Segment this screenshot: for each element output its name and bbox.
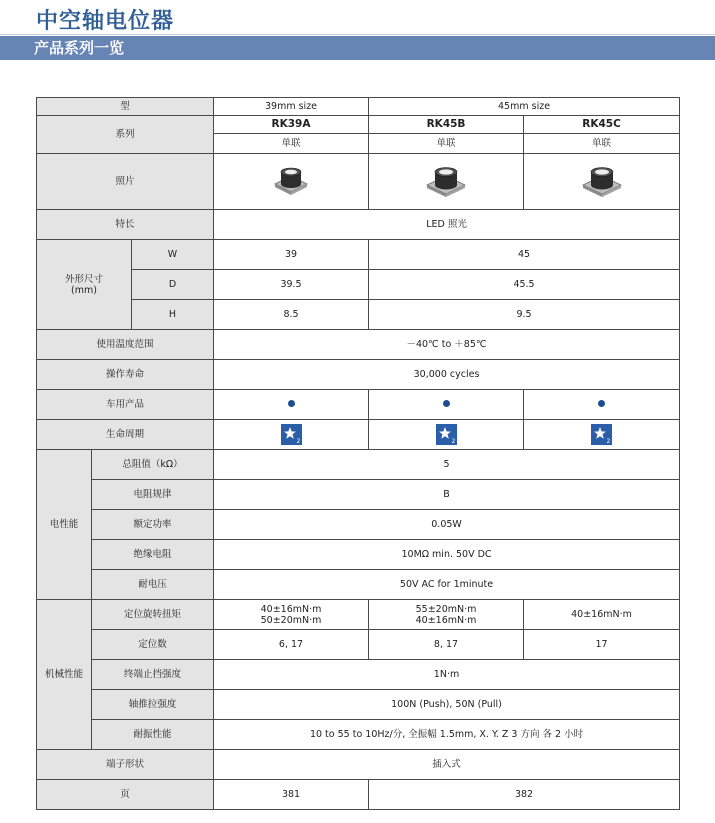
detent-rk45c: 17	[524, 630, 680, 660]
life-label: 操作寿命	[37, 360, 214, 390]
dim-h-row	[37, 300, 680, 330]
photo-rk45b	[369, 154, 524, 210]
svg-text:2: 2	[451, 438, 455, 445]
feature-label: 特长	[37, 210, 214, 240]
svg-text:2: 2	[296, 438, 300, 445]
product-series-table	[36, 97, 680, 810]
lifecycle-rk45c	[524, 420, 680, 450]
detent-rk39a: 6, 17	[214, 630, 369, 660]
dim-w-45: 45	[369, 240, 680, 270]
vibration-value: 10 to 55 to 10Hz/分, 全振幅 1.5mm, X. Y. Z 3 方向 各 2 小时	[214, 720, 680, 750]
torque-row	[37, 600, 680, 630]
lifecycle-stage-icon	[591, 424, 612, 445]
gang-rk45c: 单联	[524, 134, 680, 154]
dim-h-39: 8.5	[214, 300, 369, 330]
vibration-row	[37, 720, 680, 750]
page-rk45: 382	[369, 780, 680, 810]
dim-d-45: 45.5	[369, 270, 680, 300]
dim-d-39: 39.5	[214, 270, 369, 300]
torque-rk45c: 40±16mN·m	[524, 600, 680, 630]
mechanical-label: 机械性能	[37, 600, 92, 750]
taper-row	[37, 480, 680, 510]
dimensions-label-text: 外形尺寸	[64, 273, 103, 285]
voltage-label: 耐电压	[92, 570, 214, 600]
taper-label: 电阻规律	[92, 480, 214, 510]
lifecycle-row	[37, 420, 680, 450]
size-45-cell: 45mm size	[369, 98, 680, 116]
torque-rk39a	[214, 600, 369, 630]
automotive-rk45b	[369, 390, 524, 420]
automotive-rk39a	[214, 390, 369, 420]
potentiometer-image	[580, 163, 624, 201]
model-rk45b: RK45B	[369, 116, 524, 134]
potentiometer-image	[424, 163, 468, 201]
title-rule	[0, 34, 715, 35]
resistance-label: 总阻值（kΩ）	[92, 450, 214, 480]
torque-value: 50±20mN·m	[260, 614, 322, 626]
torque-value: 40±16mN·m	[415, 614, 477, 626]
dim-h-45: 9.5	[369, 300, 680, 330]
feature-row	[37, 210, 680, 240]
stopper-row	[37, 660, 680, 690]
model-rk39a: RK39A	[214, 116, 369, 134]
page-title: 中空轴电位器	[36, 9, 175, 34]
life-row	[37, 360, 680, 390]
terminal-label: 端子形状	[37, 750, 214, 780]
automotive-row	[37, 390, 680, 420]
vibration-label: 耐振性能	[92, 720, 214, 750]
temperature-row	[37, 330, 680, 360]
insulation-row	[37, 540, 680, 570]
type-label: 型	[37, 98, 214, 116]
dim-d-row	[37, 270, 680, 300]
size-39-cell: 39mm size	[214, 98, 369, 116]
detent-label: 定位数	[92, 630, 214, 660]
lifecycle-stage-icon	[281, 424, 302, 445]
terminal-row	[37, 750, 680, 780]
stopper-label: 终端止挡强度	[92, 660, 214, 690]
photo-rk39a	[214, 154, 369, 210]
lifecycle-rk45b	[369, 420, 524, 450]
photo-rk45c	[524, 154, 680, 210]
dimensions-label	[37, 240, 132, 330]
model-rk45c: RK45C	[524, 116, 680, 134]
voltage-value: 50V AC for 1minute	[214, 570, 680, 600]
bullet-dot-icon	[598, 400, 605, 407]
insulation-value: 10MΩ min. 50V DC	[214, 540, 680, 570]
photo-row	[37, 154, 680, 210]
push-pull-label: 轴推拉强度	[92, 690, 214, 720]
taper-value: B	[214, 480, 680, 510]
page-rk39a: 381	[214, 780, 369, 810]
dim-d-label: D	[132, 270, 214, 300]
automotive-rk45c	[524, 390, 680, 420]
bullet-dot-icon	[443, 400, 450, 407]
life-value: 30,000 cycles	[214, 360, 680, 390]
electrical-label: 电性能	[37, 450, 92, 600]
insulation-label: 绝缘电阻	[92, 540, 214, 570]
push-pull-row	[37, 690, 680, 720]
dim-w-label: W	[132, 240, 214, 270]
torque-value: 55±20mN·m	[415, 603, 477, 615]
temperature-value: －40℃ to ＋85℃	[214, 330, 680, 360]
torque-label: 定位旋转扭矩	[92, 600, 214, 630]
dimensions-unit: (mm)	[71, 284, 97, 296]
voltage-row	[37, 570, 680, 600]
gang-rk45b: 单联	[369, 134, 524, 154]
torque-value: 40±16mN·m	[260, 603, 322, 615]
lifecycle-rk39a	[214, 420, 369, 450]
lifecycle-label: 生命周期	[37, 420, 214, 450]
power-row	[37, 510, 680, 540]
torque-rk45b	[369, 600, 524, 630]
svg-text:2: 2	[606, 438, 611, 445]
dim-w-39: 39	[214, 240, 369, 270]
temperature-label: 使用温度范围	[37, 330, 214, 360]
dim-h-label: H	[132, 300, 214, 330]
resistance-row	[37, 450, 680, 480]
photo-label: 照片	[37, 154, 214, 210]
series-label: 系列	[37, 116, 214, 154]
automotive-label: 车用产品	[37, 390, 214, 420]
bullet-dot-icon	[288, 400, 295, 407]
gang-rk39a: 单联	[214, 134, 369, 154]
model-row	[37, 116, 680, 134]
section-bar: 产品系列一览	[0, 36, 715, 60]
detent-row	[37, 630, 680, 660]
page-row	[37, 780, 680, 810]
push-pull-value: 100N (Push), 50N (Pull)	[214, 690, 680, 720]
power-label: 额定功率	[92, 510, 214, 540]
potentiometer-image	[271, 164, 311, 200]
power-value: 0.05W	[214, 510, 680, 540]
dim-w-row	[37, 240, 680, 270]
detent-rk45b: 8, 17	[369, 630, 524, 660]
type-row	[37, 98, 680, 116]
page-label: 页	[37, 780, 214, 810]
stopper-value: 1N·m	[214, 660, 680, 690]
resistance-value: 5	[214, 450, 680, 480]
feature-value: LED 照光	[214, 210, 680, 240]
terminal-value: 插入式	[214, 750, 680, 780]
lifecycle-stage-icon	[436, 424, 457, 445]
